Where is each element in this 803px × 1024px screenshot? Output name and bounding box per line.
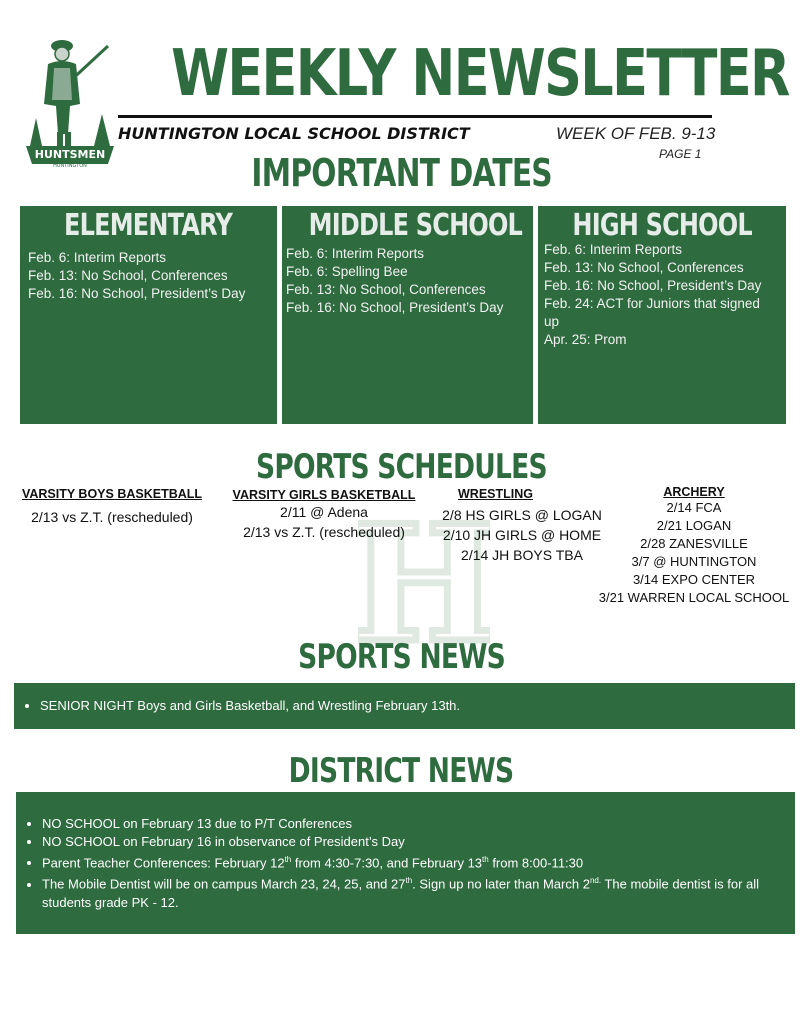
date-item: Feb. 13: No School, Conferences	[286, 282, 486, 297]
middle-school-dates	[282, 245, 533, 317]
date-item: Feb. 6: Spelling Bee	[286, 264, 408, 279]
varsity-boys-basketball	[20, 487, 204, 527]
elementary-box	[20, 206, 277, 424]
schedule-line: 2/14 JH BOYS TBA	[461, 547, 583, 563]
sport-heading: WRESTLING	[458, 487, 533, 501]
sports-news-title: SPORTS NEWS	[298, 637, 505, 677]
sport-heading: VARSITY GIRLS BASKETBALL	[232, 488, 416, 502]
date-item: Feb. 6: Interim Reports	[544, 242, 683, 257]
svg-text:HUNTSMEN: HUNTSMEN	[34, 148, 106, 161]
schedule-line: 2/11 @ Adena	[280, 504, 368, 520]
news-item: • SENIOR NIGHT Boys and Girls Basketball, and Wrestling February 13th.	[40, 697, 795, 715]
svg-text:HUNTINGTON: HUNTINGTON	[53, 163, 87, 168]
sports-schedules-title: SPORTS SCHEDULES	[256, 447, 547, 487]
date-item: Feb. 6: Interim Reports	[28, 250, 167, 265]
date-item: Feb. 16: No School, President’s Day	[544, 278, 762, 293]
news-item: • NO SCHOOL on February 13 due to P/T Conferences	[42, 815, 783, 833]
date-item: Feb. 16: No School, President’s Day	[286, 300, 504, 315]
news-text: . Sign up no later than March 2	[412, 876, 590, 892]
sports-news-box	[14, 683, 795, 729]
district-news-title: DISTRICT NEWS	[289, 751, 514, 791]
news-item: • NO SCHOOL on February 16 in observance of President’s Day	[42, 833, 783, 851]
schedule-line: 3/14 EXPO CENTER	[632, 572, 756, 587]
news-item	[42, 851, 783, 872]
date-item: Feb. 13: No School, Conferences	[544, 260, 744, 275]
high-school-box	[538, 206, 786, 424]
sport-heading: ARCHERY	[663, 485, 725, 499]
news-item	[42, 872, 783, 911]
ordinal-suffix: th	[405, 876, 413, 886]
date-item: Feb. 6: Interim Reports	[286, 246, 425, 261]
schedule-line: 2/10 JH GIRLS @ HOME	[442, 527, 602, 543]
huntsmen-logo	[24, 34, 116, 168]
high-school-heading: HIGH SCHOOL	[572, 208, 752, 243]
news-text: from 8:00-11:30	[488, 855, 584, 871]
schedule-line: 2/28 ZANESVILLE	[640, 536, 748, 551]
newsletter-title: WEEKLY NEWSLETTER	[171, 37, 789, 111]
page-label: PAGE 1	[659, 147, 702, 161]
schedule-line: 3/21 WARREN LOCAL SCHOOL	[598, 590, 790, 605]
schedule-line: 2/8 HS GIRLS @ LOGAN	[442, 507, 602, 523]
middle-school-box	[282, 206, 533, 424]
schedule-line: 2/21 LOGAN	[656, 518, 732, 533]
news-text: The mobile dentist is for all students grade PK - 12.	[42, 876, 760, 910]
week-label: WEEK OF FEB. 9-13	[556, 124, 716, 143]
high-school-dates	[538, 241, 786, 349]
schedule-line: 2/13 vs Z.T. (rescheduled)	[243, 524, 405, 540]
schedule-line: 2/13 vs Z.T. (rescheduled)	[31, 509, 193, 525]
header-divider	[118, 115, 712, 118]
date-item: Feb. 13: No School, Conferences	[28, 268, 228, 283]
district-name: HUNTINGTON LOCAL SCHOOL DISTRICT	[118, 124, 470, 143]
ordinal-suffix: th	[482, 855, 489, 864]
ordinal-suffix: nd.	[589, 876, 602, 886]
date-item: Apr. 25: Prom	[544, 332, 627, 347]
wrestling	[428, 487, 616, 565]
date-item: Feb. 16: No School, President’s Day	[28, 286, 246, 301]
svg-text:H: H	[358, 512, 490, 650]
middle-school-heading: MIDDLE SCHOOL	[308, 208, 523, 243]
important-dates-title: IMPORTANT DATES	[251, 151, 552, 195]
schedule-line: 2/14 FCA	[666, 500, 722, 515]
schedule-line: 3/7 @ HUNTINGTON	[631, 554, 757, 569]
district-news-box	[16, 792, 795, 934]
varsity-girls-basketball	[228, 488, 420, 542]
sport-heading: VARSITY BOYS BASKETBALL	[21, 487, 203, 501]
news-text: Parent Teacher Conferences: February 12	[42, 855, 285, 871]
archery	[594, 485, 794, 607]
elementary-heading: ELEMENTARY	[64, 208, 233, 243]
news-text: The Mobile Dentist will be on campus March 23, 24, 25, and 27	[42, 876, 406, 892]
news-text: from 4:30-7:30, and February 13	[291, 855, 483, 871]
elementary-dates	[20, 249, 277, 303]
ordinal-suffix: th	[284, 855, 292, 864]
date-item: Feb. 24: ACT for Juniors that signed up	[544, 296, 760, 329]
